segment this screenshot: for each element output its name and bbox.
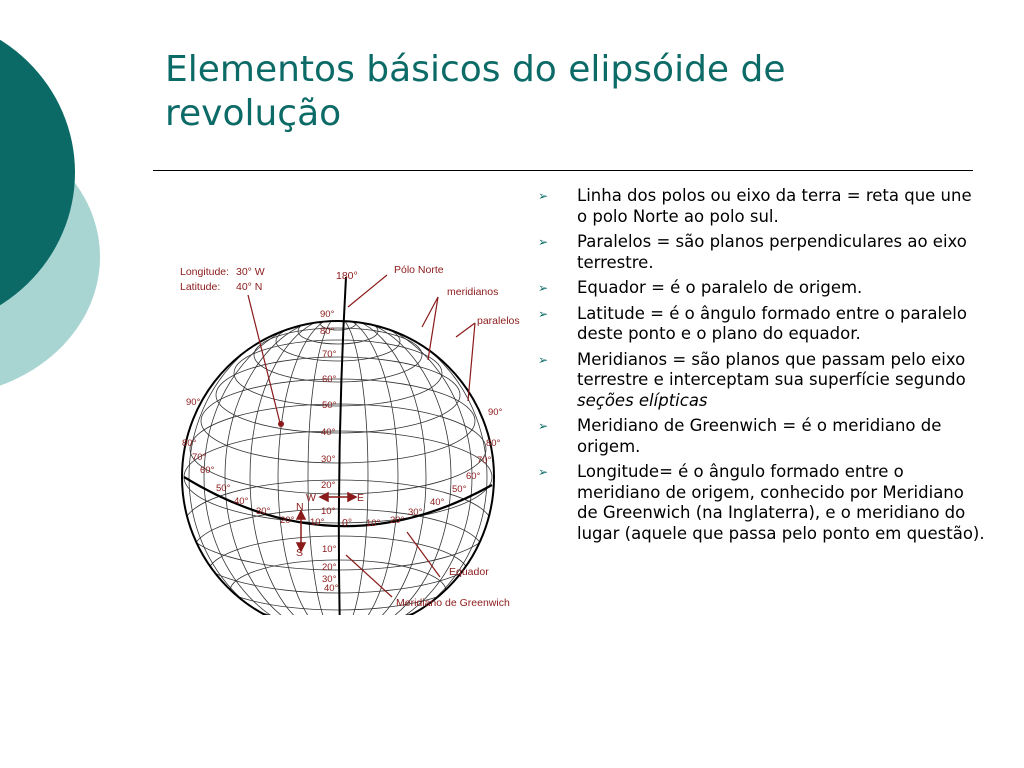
longitude-label: Longitude: [180,266,230,278]
greenwich-label: Meridiano de Greenwich [396,597,510,609]
latitude-value: 40° N [236,281,263,293]
left-rim-latitude-label: 40° [234,496,249,507]
paralelos-label: paralelos [477,315,520,327]
bullet-item [536,416,986,457]
bullet-item [536,186,986,227]
axis-latitude-label: 20° [322,562,337,573]
left-rim-latitude-label: 90° [186,397,201,408]
left-rim-latitude-label: 30° [256,506,271,517]
bullet-item [536,350,986,412]
bullet-item [536,462,986,544]
bullet-arrow-icon: ➢ [538,281,549,295]
bullet-text-italic: seções elípticas [577,390,708,410]
bullet-text: Meridianos = são planos que passam pelo eixo terrestre e interceptam sua superfície segundo [577,349,966,389]
axis-latitude-label: 60° [322,374,337,385]
bullet-text: Paralelos = são planos perpendiculares ao eixo terrestre. [577,232,967,272]
slide-title-line2: revolução [165,93,342,134]
left-rim-latitude-label: 50° [216,483,231,494]
globe-diagram [170,255,535,615]
center-zero: 0° [342,517,353,529]
right-rim-latitude-label: 10° [366,518,381,529]
axis-latitude-label: 40° [324,583,339,594]
right-rim-latitude-label: 80° [486,438,501,449]
bullet-text: Linha dos polos ou eixo da terra = reta que une o polo Norte ao polo sul. [577,186,972,226]
left-rim-latitude-label: 60° [200,465,215,476]
direction-e: E [357,492,365,504]
polo-norte-label: Pólo Norte [394,264,444,276]
right-rim-latitude-label: 20° [390,515,405,526]
meridianos-label: meridianos [447,286,499,298]
label-180: 180° [336,270,358,282]
right-rim-latitude-label: 30° [408,507,423,518]
axis-latitude-label: 90° [320,309,335,320]
bullet-list [536,186,986,549]
direction-n: N [296,501,304,513]
axis-latitude-label: 70° [322,349,337,360]
right-rim-latitude-label: 50° [452,484,467,495]
slide-title-line1: Elementos básicos do elipsóide de [165,49,786,90]
right-rim-latitude-label: 40° [430,497,445,508]
bullet-text: Equador = é o paralelo de origem. [577,278,863,297]
longitude-value: 30° W [236,266,265,278]
right-rim-latitude-label: 90° [488,407,503,418]
bullet-text: Longitude= é o ângulo formado entre o meridiano de origem, conhecido por Meridiano de Greenwich (na Inglaterra), e o meridiano do lugar (aquele que passa pelo ponto em questão). [577,462,985,543]
right-rim-latitude-label: 60° [466,471,481,482]
bullet-item [536,232,986,273]
axis-latitude-label: 50° [322,400,337,411]
right-rim-latitude-label: 70° [477,455,492,466]
axis-latitude-label: 40° [321,427,336,438]
bullet-arrow-icon: ➢ [538,465,549,479]
axis-latitude-label: 80° [320,326,335,337]
direction-w: W [306,492,316,504]
axis-latitude-label: 20° [321,480,336,491]
bullet-arrow-icon: ➢ [538,235,549,249]
bullet-arrow-icon: ➢ [538,189,549,203]
left-rim-latitude-label: 20° [280,515,295,526]
axis-latitude-label: 30° [321,454,336,465]
slide-title [165,48,985,136]
left-rim-latitude-label: 80° [182,438,197,449]
bullet-item [536,304,986,345]
bullet-arrow-icon: ➢ [538,419,549,433]
left-rim-latitude-label: 10° [310,517,325,528]
bullet-text: Meridiano de Greenwich = é o meridiano de origem. [577,416,942,456]
title-divider [153,170,973,171]
bullet-arrow-icon: ➢ [538,352,549,367]
axis-latitude-label: 30° [322,574,337,585]
bullet-arrow-icon: ➢ [538,306,549,321]
bullet-text: Latitude = é o ângulo formado entre o paralelo deste ponto e o plano do equador. [577,303,967,343]
axis-latitude-label: 10° [322,544,337,555]
direction-s: S [296,547,304,559]
bullet-item [536,278,986,299]
axis-latitude-label: 10° [321,506,336,517]
equador-label: Equador [449,566,489,578]
left-rim-latitude-label: 70° [192,452,207,463]
latitude-label: Latitude: [180,281,221,293]
